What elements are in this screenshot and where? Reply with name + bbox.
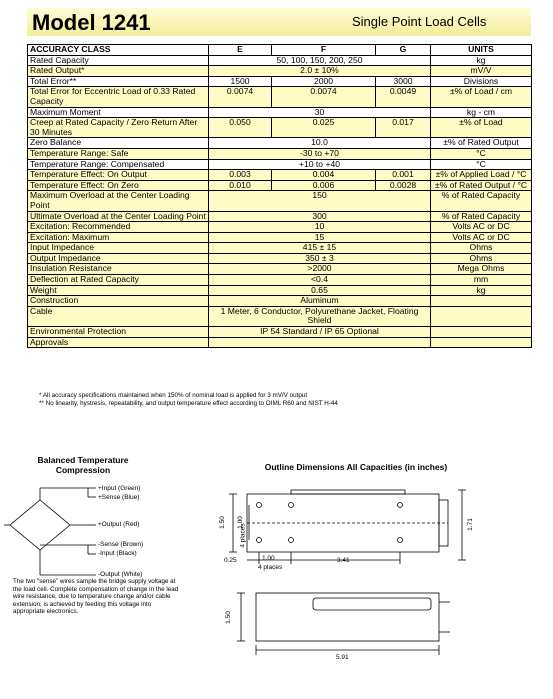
table-cell: Weight (28, 285, 209, 296)
table-cell: 0.65 (209, 285, 431, 296)
table-cell: Rated Output* (28, 66, 209, 77)
table-cell: mV/V (431, 66, 532, 77)
table-cell: Maximum Overload at the Center Loading Point (28, 191, 209, 211)
table-cell: Volts AC or DC (431, 232, 532, 243)
dim-5-91: 5.91 (336, 654, 349, 661)
table-cell: Temperature Range: Compensated (28, 159, 209, 170)
label-input-green: +Input (Green) (98, 485, 141, 492)
table-cell: 415 ± 15 (209, 243, 431, 254)
label-sense-brown: -Sense (Brown) (98, 541, 144, 548)
table-cell: 150 (209, 191, 431, 211)
label-output-white: -Output (White) (98, 571, 143, 578)
column-header: UNITS (431, 45, 532, 56)
table-cell: Deflection at Rated Capacity (28, 275, 209, 286)
dim-1-71: 1.71 (466, 518, 474, 531)
table-cell: -30 to +70 (209, 148, 431, 159)
loadcell-body-side (256, 593, 439, 641)
dim-1-50-b: 1.50 (224, 611, 232, 624)
model-title: Model 1241 (32, 10, 151, 35)
table-cell: Temperature Range: Safe (28, 148, 209, 159)
table-cell: 0.0049 (376, 87, 431, 107)
table-cell: 0.025 (272, 118, 376, 138)
table-cell: 2000 (272, 76, 376, 87)
table-cell: kg (431, 55, 532, 66)
dim-3-41: 3.41 (337, 557, 350, 564)
table-cell: 3000 (376, 76, 431, 87)
dim-1-00-b: 1.00 (262, 555, 275, 562)
dim-places: 4 places (239, 523, 247, 548)
table-cell: 0.003 (209, 170, 272, 181)
table-cell: Maximum Moment (28, 107, 209, 118)
table-cell: Insulation Resistance (28, 264, 209, 275)
table-cell: Divisions (431, 76, 532, 87)
dim-places-b: 4 places (258, 564, 283, 571)
column-header: G (376, 45, 431, 56)
table-cell: Excitation: Maximum (28, 232, 209, 243)
bridge-diamond (10, 500, 70, 550)
table-cell: Rated Capacity (28, 55, 209, 66)
table-cell: Ohms (431, 243, 532, 254)
table-cell: Total Error** (28, 76, 209, 87)
table-cell: 10 (209, 222, 431, 233)
column-header: F (272, 45, 376, 56)
table-cell: 1 Meter, 6 Conductor, Polyurethane Jacket, Floating Shield (209, 306, 431, 326)
table-cell: Creep at Rated Capacity / Zero Return After 30 Minutes (28, 118, 209, 138)
table-cell: IP 54 Standard / IP 65 Optional (209, 327, 431, 338)
table-cell: Approvals (28, 337, 209, 348)
table-cell: Input Impedance (28, 243, 209, 254)
table-cell: ±% of Applied Load / °C (431, 170, 532, 181)
label-output-red: +Output (Red) (98, 521, 140, 528)
table-cell: >2000 (209, 264, 431, 275)
table-cell: 0.010 (209, 180, 272, 191)
table-cell: ±% of Rated Output (431, 138, 532, 149)
table-cell: Construction (28, 296, 209, 307)
table-cell: ±% of Rated Output / °C (431, 180, 532, 191)
table-cell: ±% of Load (431, 118, 532, 138)
table-cell: 0.050 (209, 118, 272, 138)
table-cell: kg (431, 285, 532, 296)
table-cell: Zero Balance (28, 138, 209, 149)
table-cell: 30 (209, 107, 431, 118)
dim-0-25: 0.25 (224, 557, 237, 564)
table-cell: % of Rated Capacity (431, 191, 532, 211)
table-cell: Cable (28, 306, 209, 326)
table-cell: Volts AC or DC (431, 222, 532, 233)
table-cell: Temperature Effect: On Zero (28, 180, 209, 191)
table-cell: 0.017 (376, 118, 431, 138)
table-cell: Ultimate Overload at the Center Loading Point (28, 211, 209, 222)
outline-side-view (237, 593, 450, 655)
table-cell: 0.006 (272, 180, 376, 191)
table-cell: Excitation: Recommended (28, 222, 209, 233)
product-subtitle: Single Point Load Cells (352, 14, 487, 29)
dim-1-50: 1.50 (218, 516, 226, 529)
bridge-diagram (4, 488, 96, 575)
table-cell: 2.0 ± 10% (209, 66, 431, 77)
table-cell: °C (431, 159, 532, 170)
table-cell: 50, 100, 150, 200, 250 (209, 55, 431, 66)
footnote: * All accuracy specifications maintained when 150% of nominal load is applied for 3 mV/V output (39, 392, 308, 399)
table-cell: Output Impedance (28, 253, 209, 264)
table-cell: kg - cm (431, 107, 532, 118)
wiring-description: The two “sense” wires sample the bridge supply voltage at the load cell. Complete compensation of change in the lead wire resistance, due to temperature change and/or cable extension, is achieved by feeding this voltage into appropriate electronics. (13, 578, 179, 616)
table-cell: Environmental Protection (28, 327, 209, 338)
table-cell: <0.4 (209, 275, 431, 286)
table-cell: 10.0 (209, 138, 431, 149)
table-cell: °C (431, 148, 532, 159)
footnote: ** No linearity, hystresis, repeatability, and output temperature effect according to OIML R60 and NIST H-44 (39, 400, 338, 407)
wiring-title: Balanced Temperature Compression (37, 455, 129, 475)
table-cell: +10 to +40 (209, 159, 431, 170)
outline-top-view (229, 490, 466, 564)
table-cell: 0.004 (272, 170, 376, 181)
outline-title: Outline Dimensions All Capacities (in inches) (264, 462, 448, 472)
table-cell: Temperature Effect: On Output (28, 170, 209, 181)
table-cell: 0.001 (376, 170, 431, 181)
label-input-black: -Input (Black) (98, 550, 137, 557)
table-cell: ±% of Load / cm (431, 87, 532, 107)
table-cell: % of Rated Capacity (431, 211, 532, 222)
table-cell: 1500 (209, 76, 272, 87)
table-cell: Aluminum (209, 296, 431, 307)
table-cell: Total Error for Eccentric Load of 0.33 Rated Capacity (28, 87, 209, 107)
dim-1-00: 1.00 (236, 516, 244, 529)
table-cell: 0.0028 (376, 180, 431, 191)
table-cell: Ohms (431, 253, 532, 264)
table-cell: mm (431, 275, 532, 286)
table-cell: 0.0074 (272, 87, 376, 107)
table-cell: 0.0074 (209, 87, 272, 107)
table-cell: 300 (209, 211, 431, 222)
column-header: ACCURACY CLASS (28, 45, 209, 56)
table-cell: Mega Ohms (431, 264, 532, 275)
table-cell: 15 (209, 232, 431, 243)
column-header: E (209, 45, 272, 56)
label-sense-blue: +Sense (Blue) (98, 494, 140, 501)
table-cell: 350 ± 3 (209, 253, 431, 264)
